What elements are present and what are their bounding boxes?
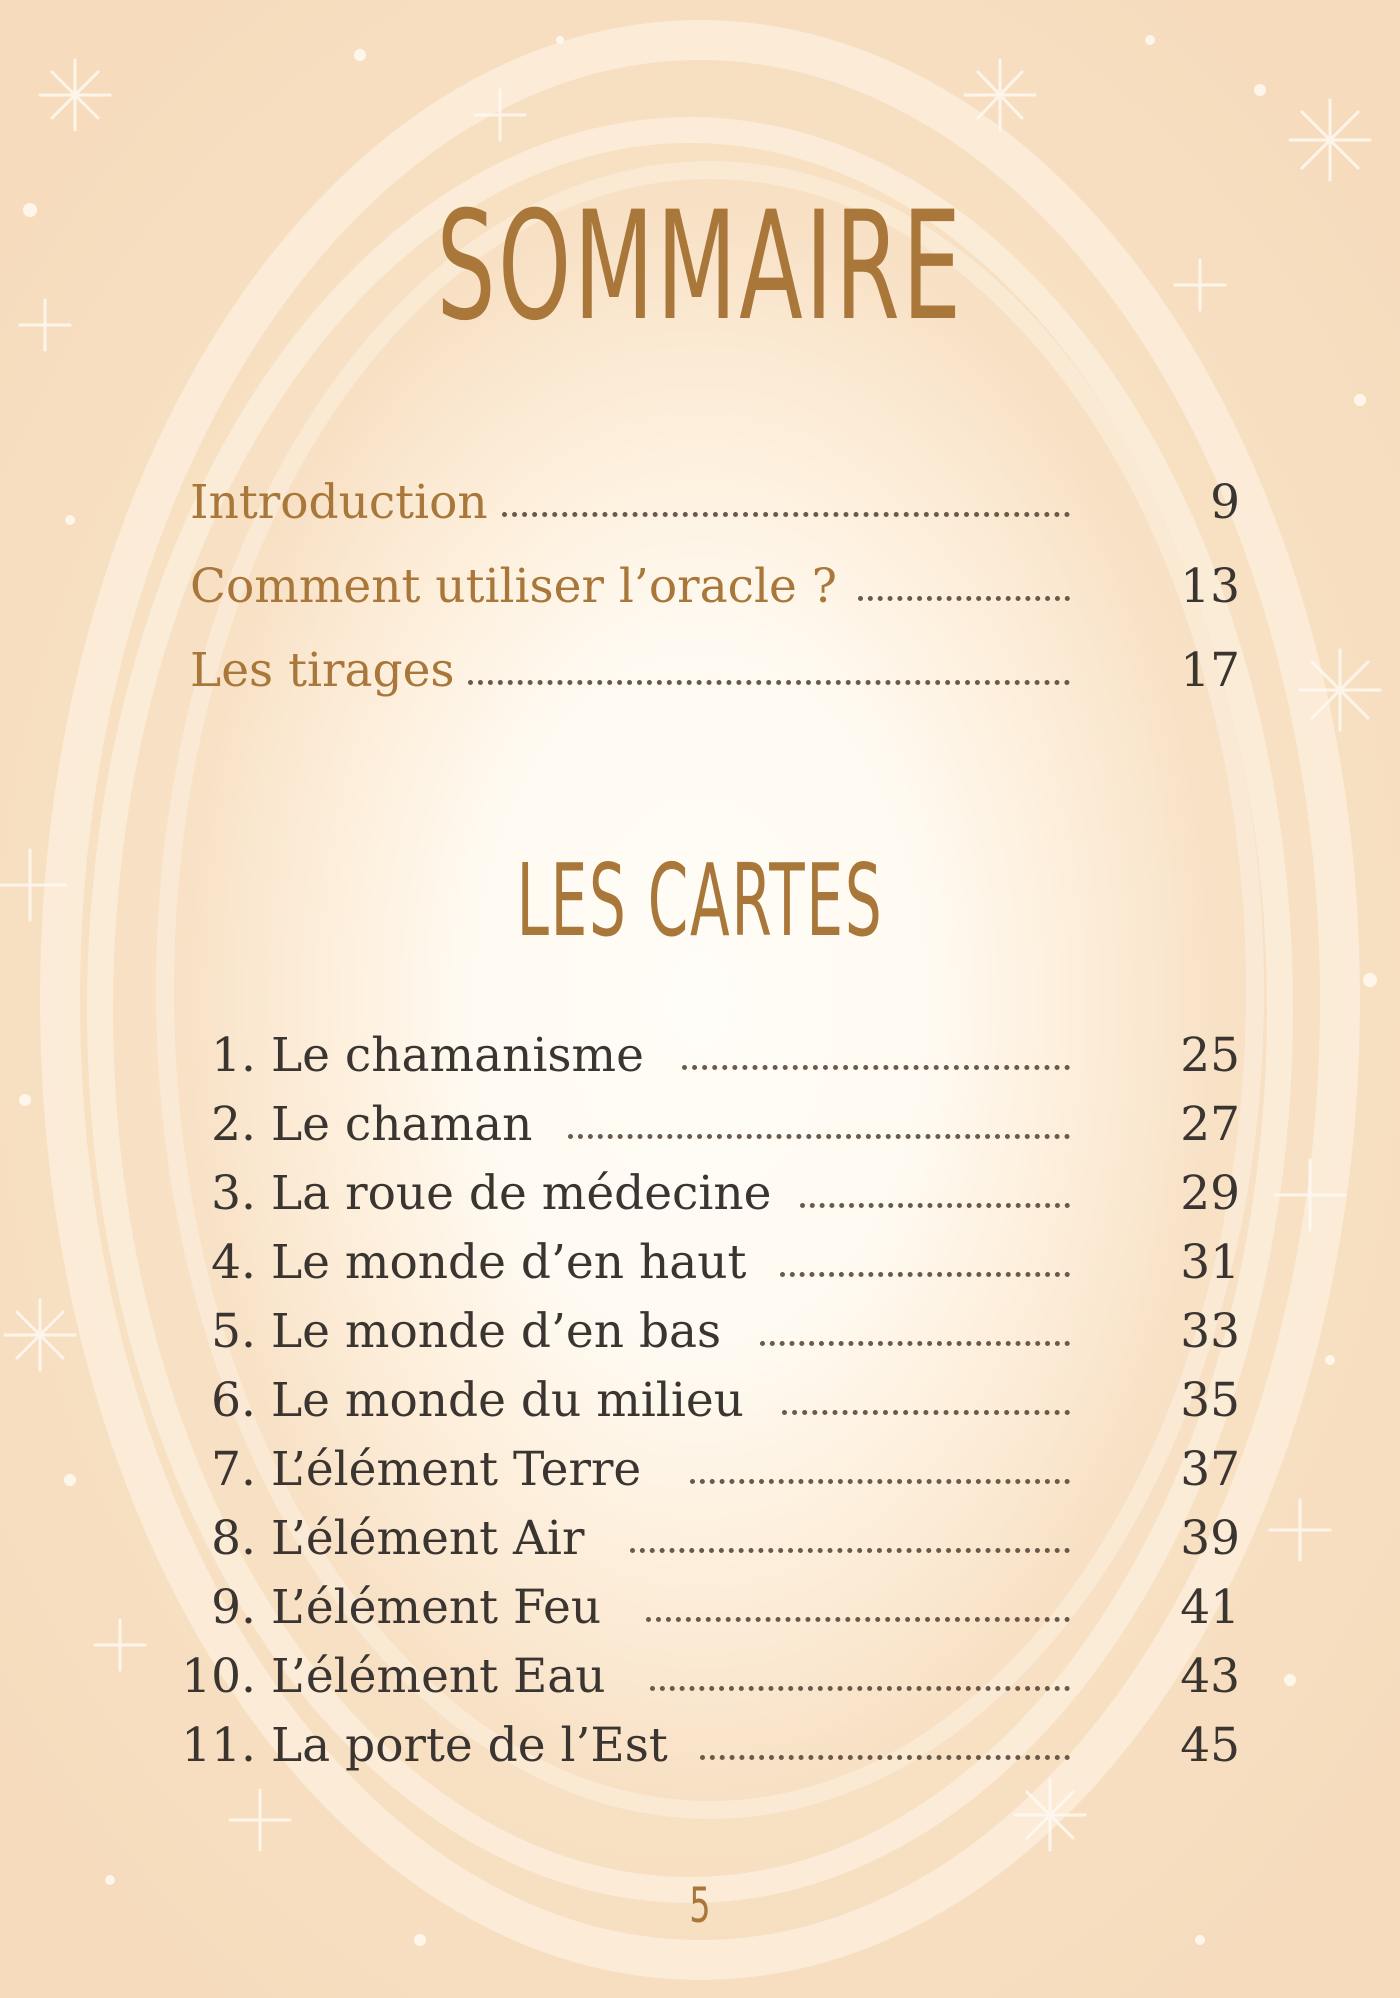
dot-leader <box>700 1755 1070 1760</box>
toc-card-4[interactable] <box>160 1228 1240 1298</box>
toc-card-10[interactable] <box>160 1642 1240 1712</box>
card-label: L’élément Terre <box>270 1442 642 1497</box>
toc-card-11[interactable] <box>160 1711 1240 1781</box>
dot-leader <box>800 1203 1070 1208</box>
toc-entry-introduction[interactable] <box>190 468 1240 538</box>
page-number: 5 <box>689 1878 711 1934</box>
card-page: 31 <box>1180 1235 1240 1290</box>
dot-leader <box>780 1272 1070 1277</box>
card-page: 27 <box>1180 1097 1240 1152</box>
toc-entry-label: Comment utiliser l’oracle ? <box>190 559 837 614</box>
toc-card-1[interactable] <box>160 1021 1240 1091</box>
dot-leader <box>650 1686 1070 1691</box>
card-page: 29 <box>1180 1166 1240 1221</box>
toc-card-5[interactable] <box>160 1297 1240 1367</box>
toc-card-6[interactable] <box>160 1366 1240 1436</box>
card-label: Le chamanisme <box>270 1028 644 1083</box>
dot-leader <box>630 1548 1070 1553</box>
toc-card-3[interactable] <box>160 1159 1240 1229</box>
card-number: 7. <box>211 1442 256 1497</box>
card-label: Le monde d’en haut <box>270 1235 747 1290</box>
dot-leader <box>760 1341 1070 1346</box>
dot-leader <box>690 1479 1070 1484</box>
toc-card-9[interactable] <box>160 1573 1240 1643</box>
card-number: 10. <box>181 1649 256 1704</box>
toc-card-8[interactable] <box>160 1504 1240 1574</box>
toc-entry-label: Introduction <box>190 475 488 530</box>
card-number: 9. <box>211 1580 256 1635</box>
toc-card-2[interactable] <box>160 1090 1240 1160</box>
card-label: Le chaman <box>270 1097 533 1152</box>
dot-leader <box>858 596 1070 601</box>
card-number: 6. <box>211 1373 256 1428</box>
card-page: 43 <box>1180 1649 1240 1704</box>
dot-leader <box>568 1134 1070 1139</box>
card-number: 1. <box>211 1028 256 1083</box>
card-page: 25 <box>1180 1028 1240 1083</box>
dot-leader <box>646 1617 1070 1622</box>
card-label: L’élément Eau <box>270 1649 606 1704</box>
card-number: 8. <box>211 1511 256 1566</box>
card-label: Le monde d’en bas <box>270 1304 722 1359</box>
card-page: 45 <box>1180 1718 1240 1773</box>
toc-entry-page: 9 <box>1210 475 1240 530</box>
card-label: L’élément Feu <box>270 1580 602 1635</box>
dot-leader <box>502 512 1070 517</box>
dot-leader <box>682 1065 1070 1070</box>
card-page: 35 <box>1180 1373 1240 1428</box>
toc-entry-les-tirages[interactable] <box>190 636 1240 706</box>
card-label: L’élément Air <box>270 1511 585 1566</box>
card-number: 11. <box>181 1718 256 1773</box>
card-label: La porte de l’Est <box>270 1718 668 1773</box>
page-title: SOMMAIRE <box>436 180 964 354</box>
toc-entry-page: 17 <box>1180 643 1240 698</box>
toc-entry-label: Les tirages <box>190 643 455 698</box>
card-page: 37 <box>1180 1442 1240 1497</box>
toc-entry-page: 13 <box>1180 559 1240 614</box>
card-number: 4. <box>211 1235 256 1290</box>
card-label: Le monde du milieu <box>270 1373 744 1428</box>
card-page: 41 <box>1180 1580 1240 1635</box>
toc-entry-comment-utiliser[interactable] <box>190 552 1240 622</box>
toc-card-7[interactable] <box>160 1435 1240 1505</box>
card-number: 3. <box>211 1166 256 1221</box>
section-title-les-cartes: LES CARTES <box>516 842 884 959</box>
dot-leader <box>782 1410 1070 1415</box>
dot-leader <box>468 680 1070 685</box>
card-number: 5. <box>211 1304 256 1359</box>
card-label: La roue de médecine <box>270 1166 772 1221</box>
card-page: 33 <box>1180 1304 1240 1359</box>
card-page: 39 <box>1180 1511 1240 1566</box>
card-number: 2. <box>211 1097 256 1152</box>
